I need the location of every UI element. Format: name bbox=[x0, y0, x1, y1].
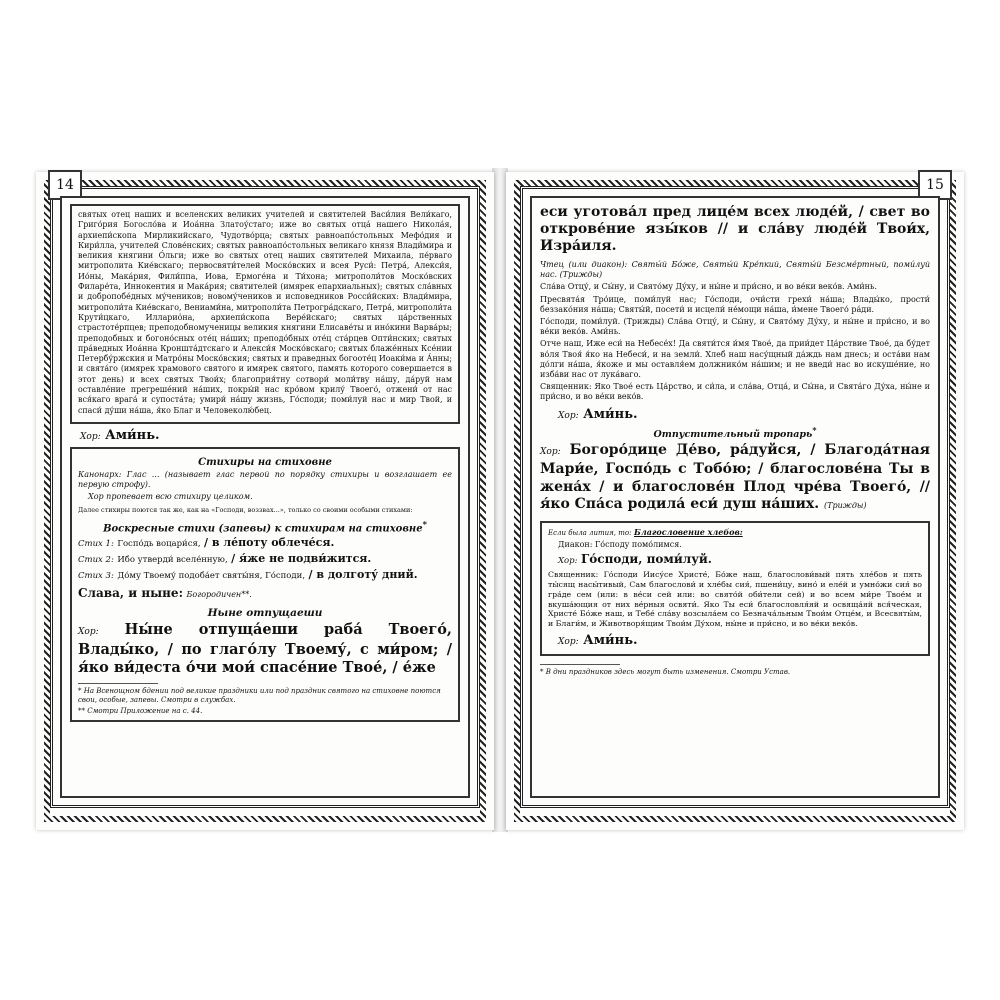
blessing-title: Благословение хлебов: bbox=[634, 526, 743, 537]
stix-1-big: / в ле́поту облече́ся. bbox=[204, 535, 335, 549]
nyne-text bbox=[78, 621, 452, 677]
blessing-box bbox=[540, 521, 930, 656]
blessing-header bbox=[548, 527, 922, 538]
stix-3-label: Стих 3: bbox=[78, 570, 114, 581]
litany-box bbox=[70, 204, 460, 424]
box-priest-text: Священник: Го́споди Иису́се Христе́, Бо́же наш, благослови́вый пять хле́бов и пять ты́сящ насы́тивый, Сам благослови́ и хле́бы сия́, пшени́цу, вино́ и еле́й и умно́жи сия́ во гра́де сем (или: в ве́си сей или: во свято́й оби́тели сей) и во всем ми́ре Твое́м и вкуша́ющия от них ве́рныя освяти́. Яко Ты еси́ благословля́яй и освяща́яй вся́ческая, Христе́ Бо́же наш, и Тебе́ сла́ву возсыла́ем со Безнача́льным Твои́м Отце́м, и Всесвяты́м, и Благи́м, и Животворя́щим Твои́м Ду́хом, ны́не и при́сно, и во ве́ки веко́в. bbox=[548, 570, 922, 629]
right-footnotes bbox=[532, 664, 938, 677]
nyne-choir-label: Хор: bbox=[78, 626, 99, 637]
slava-text: Слава, и ныне: bbox=[78, 585, 183, 600]
nyne-title: Ныне отпущаеши bbox=[207, 606, 323, 619]
amen-text: Ами́нь. bbox=[105, 427, 160, 443]
troparion-title-mark: * bbox=[812, 425, 817, 435]
right-body bbox=[532, 198, 938, 515]
stix-1 bbox=[78, 536, 452, 551]
priest-ekphonesis: Священник: Яко Твое́ есть Ца́рство, и си́ла, и сла́ва, Отца́, и Сы́на, и Свята́го Ду́ха, ны́не и при́сно, и во ве́ки веко́в. bbox=[540, 382, 930, 402]
trinity-text: Пресвята́я Тро́ице, поми́луй нас; Го́споди, очи́сти грехи́ на́ша; Влады́ко, прости́ беззако́ния на́ша; Святы́й, посети́ и исцели́ не́мощи на́ша, и́мене Твоего́ ра́ди. bbox=[540, 294, 930, 314]
stix-2-big: / я́же не подви́жится. bbox=[231, 551, 372, 565]
stix-1-small: Госпо́дь воцари́ся, bbox=[117, 538, 201, 549]
stichera-title: Стихиры на стиховне bbox=[198, 456, 332, 468]
box-choir-label: Хор: bbox=[558, 556, 578, 567]
choir-note: Хор пропевает всю стихиру целиком. bbox=[88, 492, 253, 502]
stix-3 bbox=[78, 568, 452, 583]
troparion-title bbox=[540, 426, 930, 440]
box-amen-text: Ами́нь. bbox=[583, 632, 638, 648]
reader-text: Чтец (или диакон): Святы́й Бо́же, Святы́й Кре́пкий, Святы́й Безсме́ртный, поми́луй нас. (Трижды) bbox=[540, 260, 930, 280]
choir-amen bbox=[80, 428, 468, 443]
troparion-choir-label: Хор: bbox=[540, 446, 561, 457]
nyne-continuation: еси уготова́л пред лице́м всех люде́й, / свет во открове́ние язы́ков // и сла́ву люде́й Твои́х, Изра́иля. bbox=[540, 204, 930, 254]
sunday-title-mark: * bbox=[422, 518, 427, 529]
left-page bbox=[36, 172, 494, 830]
nyne-body: Ны́не отпуща́еши раба́ Твоего́, Влады́ко, / по глаго́лу Твоему́, с ми́ром; / я́ко ви́деста о́чи мои́ спасе́ние Твое́, / е́же bbox=[78, 620, 452, 676]
footnote-1: * На Всенощном бдении под великие праздники или под праздник святого на стиховне поются свои, особые, запевы. Смотри в службах. bbox=[78, 686, 441, 704]
footnote-rule bbox=[540, 664, 620, 665]
box-choir bbox=[548, 552, 922, 568]
stix-3-small: До́му Твоему́ подоба́ет святы́ня, Го́споди, bbox=[117, 570, 306, 581]
right-page bbox=[506, 172, 964, 830]
glory-text: Сла́ва Отцу́, и Сы́ну, и Свято́му Ду́ху, и ны́не и при́сно, и во ве́ки веко́в. Ами́нь. bbox=[540, 282, 877, 292]
deacon-text: Диакон: Го́споду помо́лимся. bbox=[558, 540, 682, 549]
troparion-times: (Трижды) bbox=[824, 501, 867, 511]
box-choir-amen bbox=[558, 633, 922, 648]
footnote-rule bbox=[78, 683, 158, 684]
choir-label: Хор: bbox=[80, 431, 101, 442]
stix-2-label: Стих 2: bbox=[78, 554, 114, 565]
slava-line bbox=[78, 586, 452, 602]
slava-note: Богородичен**. bbox=[186, 589, 252, 599]
amen-text: Ами́нь. bbox=[583, 406, 638, 422]
kanonarh-text: Канонарх: Глас ... (называет глас первой по порядку стихиры и возглашает ее первую строфу). bbox=[78, 469, 452, 490]
stix-1-label: Стих 1: bbox=[78, 538, 114, 549]
stix-2-small: Ибо утверди́ вселе́нную, bbox=[117, 554, 228, 565]
footnote-1: * В дни праздников здесь могут быть изменения. Смотри Устав. bbox=[540, 667, 791, 676]
sunday-title-text: Воскресные стихи (запевы) к стихирам на стиховне bbox=[103, 522, 423, 534]
page-content bbox=[60, 196, 470, 798]
lords-prayer: Отче наш, Иже еси́ на Небесе́х! Да святи́тся и́мя Твое́, да прии́дет Ца́рствие Твое́, да бу́дет во́ля Твоя́ я́ко на Небеси́, и на земли́. Хлеб наш насу́щный да́ждь нам днесь; и оста́ви нам до́лги на́ша, я́коже и мы оставля́ем должнико́м на́шим; и не введи́ нас во искуше́ние, но изба́ви нас от лука́ваго. bbox=[540, 339, 930, 380]
stichera-box bbox=[70, 447, 460, 722]
troparion-text bbox=[540, 442, 930, 515]
page-content bbox=[530, 196, 940, 798]
choir-amen bbox=[558, 407, 930, 422]
page-number: 15 bbox=[918, 170, 952, 200]
kyrie-text: Го́споди, поми́луй. (Трижды) Сла́ва Отцу́, и Сы́ну, и Свято́му Ду́ху, и ны́не и при́сно, и во ве́ки веко́в. Ами́нь. bbox=[540, 317, 930, 337]
stix-3-big: / в долготу́ дний. bbox=[308, 567, 418, 581]
troparion-title-text: Отпустительный тропарь bbox=[653, 428, 813, 440]
box-choir-text: Го́споди, поми́луй. bbox=[580, 552, 712, 567]
sing-note: Далее стихиры поются так же, как на «Господи, воззвах...», только со своими особыми стихами: bbox=[78, 505, 413, 514]
footnote-2: ** Смотри Приложение на с. 44. bbox=[78, 706, 203, 715]
troparion-body: Богоро́дице Де́во, ра́дуйся, / Благода́тная Мари́е, Госпо́дь с Тобо́ю; / благослове́на Ты в жена́х / и благослове́н Плод чре́ва Твоего́, // я́ко Спа́са родила́ еси́ душ на́ших. bbox=[540, 441, 930, 513]
litany-text: святых отец наших и вселенских великих учителей и святителей Васи́лия Вели́каго, Григо́рия Богосло́ва и Иоа́нна Златоу́стаго; иже во святых отца́ нашего Никола́я, архиепи́скопа Мирликийскаго, Чудотво́рца; святых равноапо́стольных Мефо́дия и Кири́лла, учителей Слове́нских; святых равноапо́стольных великаго князя Влади́мира и великия княгини О́льги; иже во святых отец наших святителей Михаила, пе́рваго митрополита Кие́вскаго; первосвяти́телей Моско́вских и всея Руси́: Петра́, Алекси́я, Ио́ны, Мака́рия, Фили́ппа, Иова, Ермоге́на и Ти́хона; митрополи́тов Моско́вских Филаре́та, Иннокентия и Мака́рия; святителей (имярек епархиальных); святых сла́вных и добропобе́дных му́чеников; новому́чеников и исповедников Росси́йских: Влади́мира, митрополи́та Кие́вскаго, Вениами́на, митрополи́та Петрогра́дскаго, Петра́, митрополи́та Крути́цкаго, Илларио́на, архиепи́скопа Вере́йскаго; святых ца́рственных страстоте́рпцев; преподобномученицы великия княгини Елисаве́ты и ино́кини Варва́ры; преподобных и богоно́сных оте́ц на́ших; преподо́бных оте́ц ста́рцев Опти́нских; святых пра́ведных Иоа́нна Кроншта́дтскаго и Алекси́я Моско́вскаго; святых блаже́нных Ксе́нии Петербу́ржския и Матро́ны Моско́вския; святых и праведных богооте́ц Иоаки́ма и А́нны; и свята́го (имярек храмового святого и имярек святого, память которого совершается в этот день) и всех святых Твои́х; благоприя́тну сотвори́ моли́тву на́шу, да́руй нам оставле́ние прегреше́ний на́ших, покры́й нас кро́вом крилу́ Твоего́, отжени́ от нас вся́каго врага́ и супоста́та; умири́ на́шу жизнь, Го́споди; поми́луй нас и мир Твой, и спаси́ ду́ши на́ша, я́ко Благ и Человеколю́бец. bbox=[78, 210, 452, 415]
choir-label: Хор: bbox=[558, 410, 579, 421]
stix-2 bbox=[78, 552, 452, 567]
blessing-intro: Если была лития, то: bbox=[548, 528, 632, 537]
page-number: 14 bbox=[48, 170, 82, 200]
box-amen-label: Хор: bbox=[558, 636, 579, 647]
sunday-title bbox=[78, 519, 452, 534]
